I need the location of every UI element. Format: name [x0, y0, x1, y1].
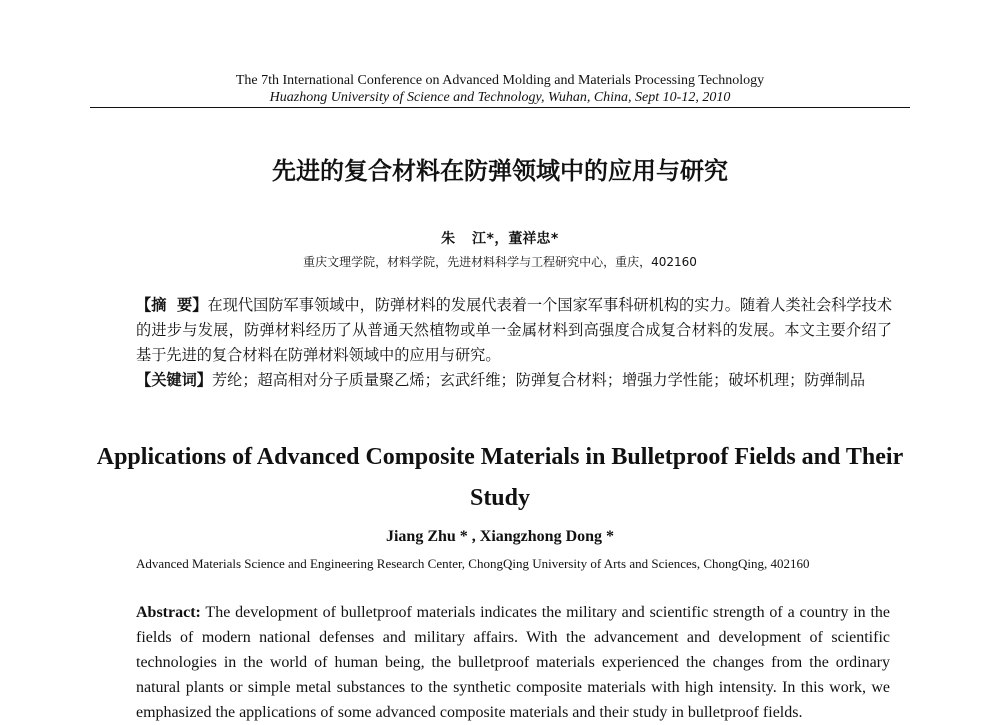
conference-name: The 7th International Conference on Advanced Molding and Materials Processing Technology — [235, 73, 765, 88]
chinese-authors: 朱 江*，董祥忠* — [441, 231, 559, 247]
english-title: Applications of Advanced Composite Materials in Bulletproof Fields and Their Study — [96, 444, 904, 511]
english-abstract-label: Abstract: — [136, 604, 201, 621]
english-abstract — [136, 600, 890, 725]
english-abstract-text: The development of bulletproof materials indicates the military and scientific strength of a country in the fields of modern national defenses and military affairs. With the advancement and development of scientific technologies in the world of human being, the bulletproof materials experienced the changes from the ordinary natural plants or simple metal substances to the synthetic composite materials with high intensity. In this work, we emphasized the applications of some advanced composite materials and their study in bulletproof fields. — [136, 604, 891, 721]
chinese-abstract — [136, 293, 892, 368]
chinese-affiliation: 重庆文理学院，材料学院，先进材料科学与工程研究中心，重庆，402160 — [303, 255, 697, 269]
chinese-abstract-text: 在现代国防军事领域中，防弹材料的发展代表着一个国家军事科研机构的实力。随着人类社会科学技术的进步与发展，防弹材料经历了从普通天然植物或单一金属材料到高强度合成复合材料的发展。本文主要介绍了基于先进的复合材料在防弹材料领域中的应用与研究。 — [136, 296, 893, 364]
english-affiliation: Advanced Materials Science and Engineering Research Center, ChongQing University of Arts and Sciences, ChongQing, 402160 — [136, 556, 810, 571]
header-divider — [90, 107, 910, 108]
chinese-abstract-label: 【摘 要】 — [136, 296, 208, 314]
english-authors: Jiang Zhu * , Xiangzhong Dong * — [385, 528, 615, 545]
chinese-keywords-text: 芳纶；超高相对分子质量聚乙烯；玄武纤维；防弹复合材料；增强力学性能；破坏机理；防弹制品 — [211, 371, 865, 389]
chinese-keywords-label: 【关键词】 — [136, 371, 212, 389]
chinese-title: 先进的复合材料在防弹领域中的应用与研究 — [272, 157, 728, 185]
chinese-keywords — [136, 368, 892, 393]
conference-venue: Huazhong University of Science and Technology, Wuhan, China, Sept 10-12, 2010 — [269, 90, 731, 105]
